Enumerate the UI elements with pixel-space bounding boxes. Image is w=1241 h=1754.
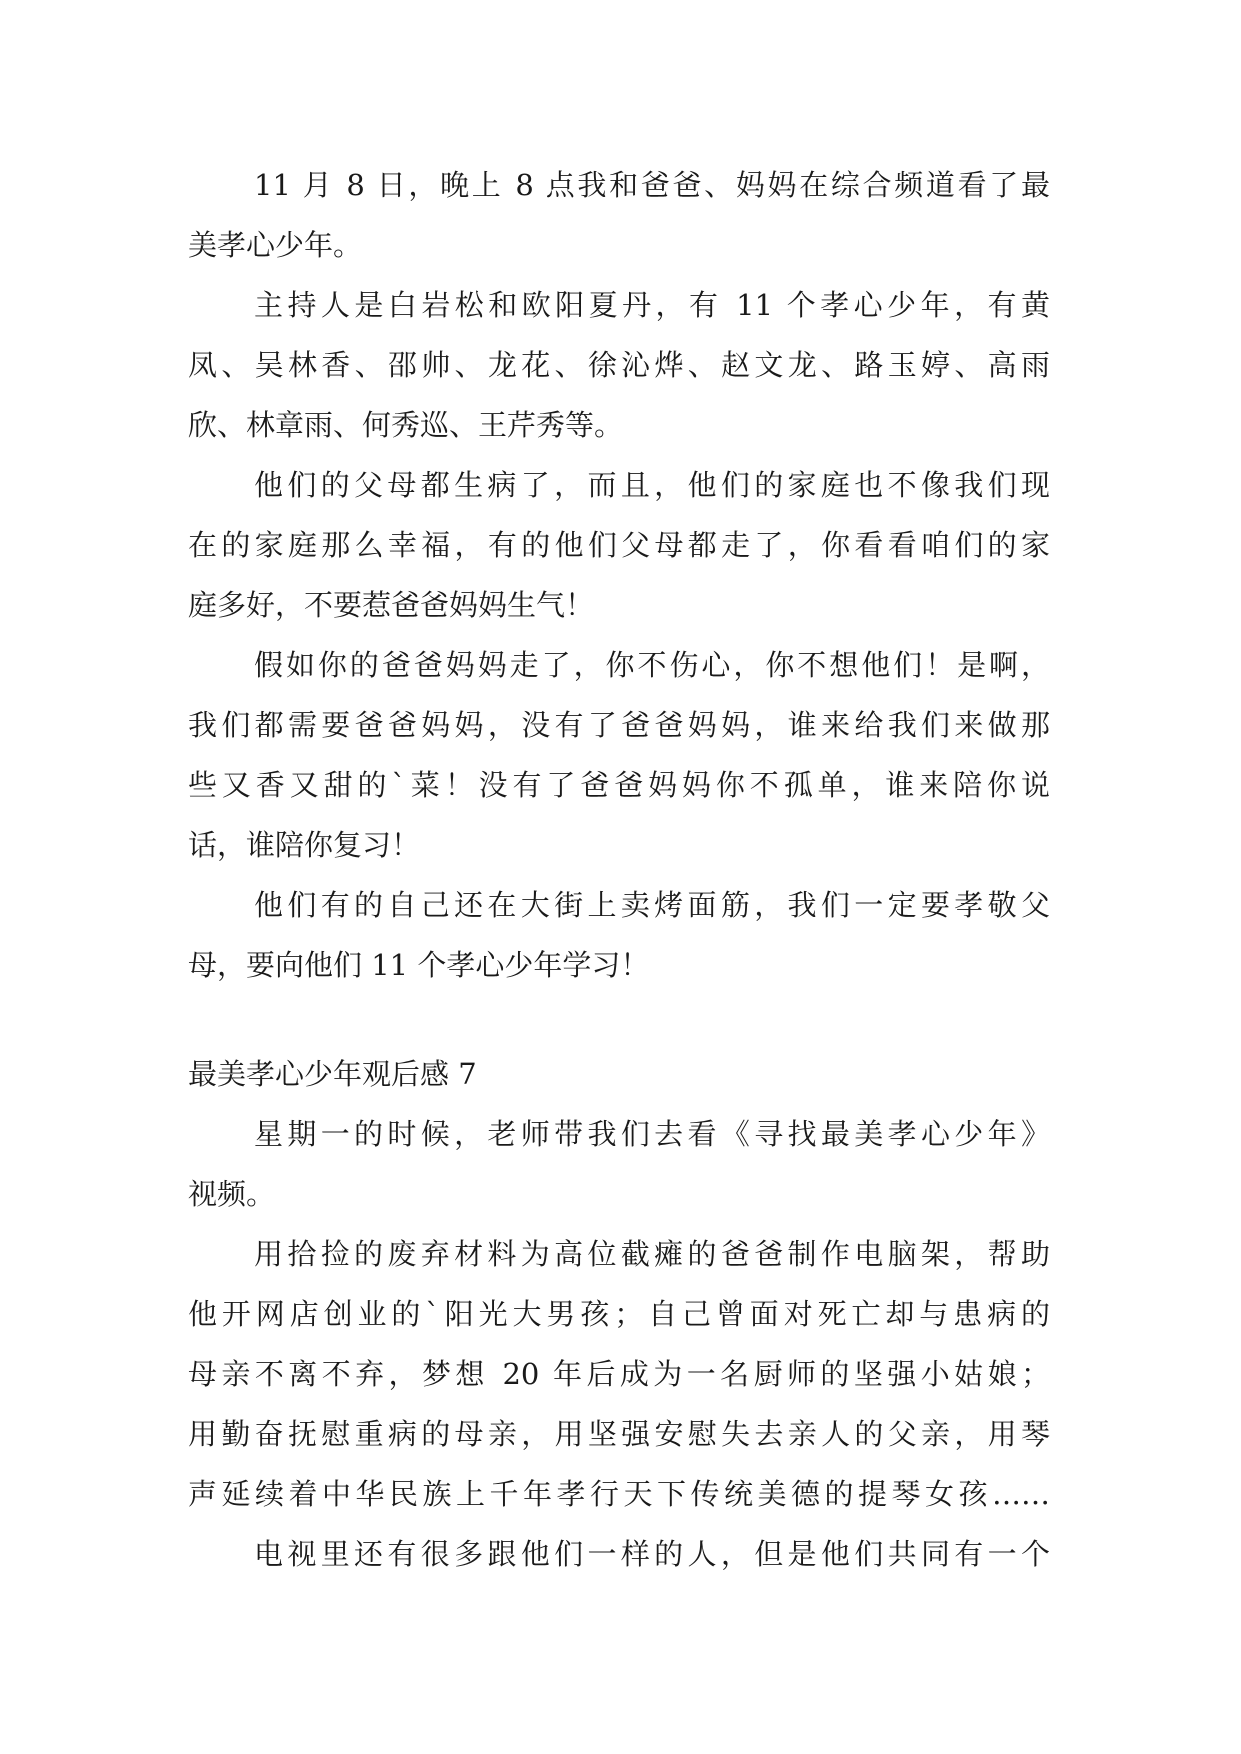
paragraph-line: 母，要向他们 11 个孝心少年学习！ — [188, 948, 650, 982]
paragraph-line: 话，谁陪你复习！ — [188, 828, 421, 862]
paragraph-line: 母亲不离不弃，梦想 20 年后成为一名厨师的坚强小姑娘； — [188, 1357, 1050, 1391]
paragraph-line: 欣、林章雨、何秀巡、王芹秀等。 — [188, 408, 624, 442]
paragraph-line: 庭多好，不要惹爸爸妈妈生气！ — [188, 588, 595, 622]
paragraph-line: 电视里还有很多跟他们一样的人，但是他们共同有一个 — [254, 1537, 1050, 1571]
paragraph-line: 假如你的爸爸妈妈走了，你不伤心，你不想他们！是啊， — [254, 648, 1050, 682]
paragraph-line: 些又香又甜的`菜！没有了爸爸妈妈你不孤单，谁来陪你说 — [188, 768, 1050, 802]
paragraph-line: 他们的父母都生病了，而且，他们的家庭也不像我们现 — [254, 468, 1050, 502]
paragraph-line: 用勤奋抚慰重病的母亲，用坚强安慰失去亲人的父亲，用琴 — [188, 1417, 1050, 1451]
paragraph-line: 在的家庭那么幸福，有的他们父母都走了，你看看咱们的家 — [188, 528, 1050, 562]
paragraph-line: 视频。 — [188, 1177, 276, 1211]
paragraph-line: 凤、吴林香、邵帅、龙花、徐沁烨、赵文龙、路玉婷、高雨 — [188, 348, 1050, 382]
paragraph-line: 我们都需要爸爸妈妈，没有了爸爸妈妈，谁来给我们来做那 — [188, 708, 1050, 742]
paragraph-line: 声延续着中华民族上千年孝行天下传统美德的提琴女孩…… — [188, 1477, 1050, 1511]
paragraph-line: 他们有的自己还在大街上卖烤面筋，我们一定要孝敬父 — [254, 888, 1050, 922]
paragraph-line: 主持人是白岩松和欧阳夏丹，有 11 个孝心少年，有黄 — [254, 288, 1050, 322]
section-heading: 最美孝心少年观后感 7 — [188, 1057, 477, 1091]
paragraph-line: 星期一的时候，老师带我们去看《寻找最美孝心少年》 — [254, 1117, 1050, 1151]
paragraph-line: 他开网店创业的`阳光大男孩；自己曾面对死亡却与患病的 — [188, 1297, 1050, 1331]
paragraph-line: 美孝心少年。 — [188, 228, 363, 262]
paragraph-line: 用拾捡的废弃材料为高位截瘫的爸爸制作电脑架，帮助 — [254, 1237, 1050, 1271]
paragraph-line: 11 月 8 日，晚上 8 点我和爸爸、妈妈在综合频道看了最 — [254, 168, 1050, 202]
